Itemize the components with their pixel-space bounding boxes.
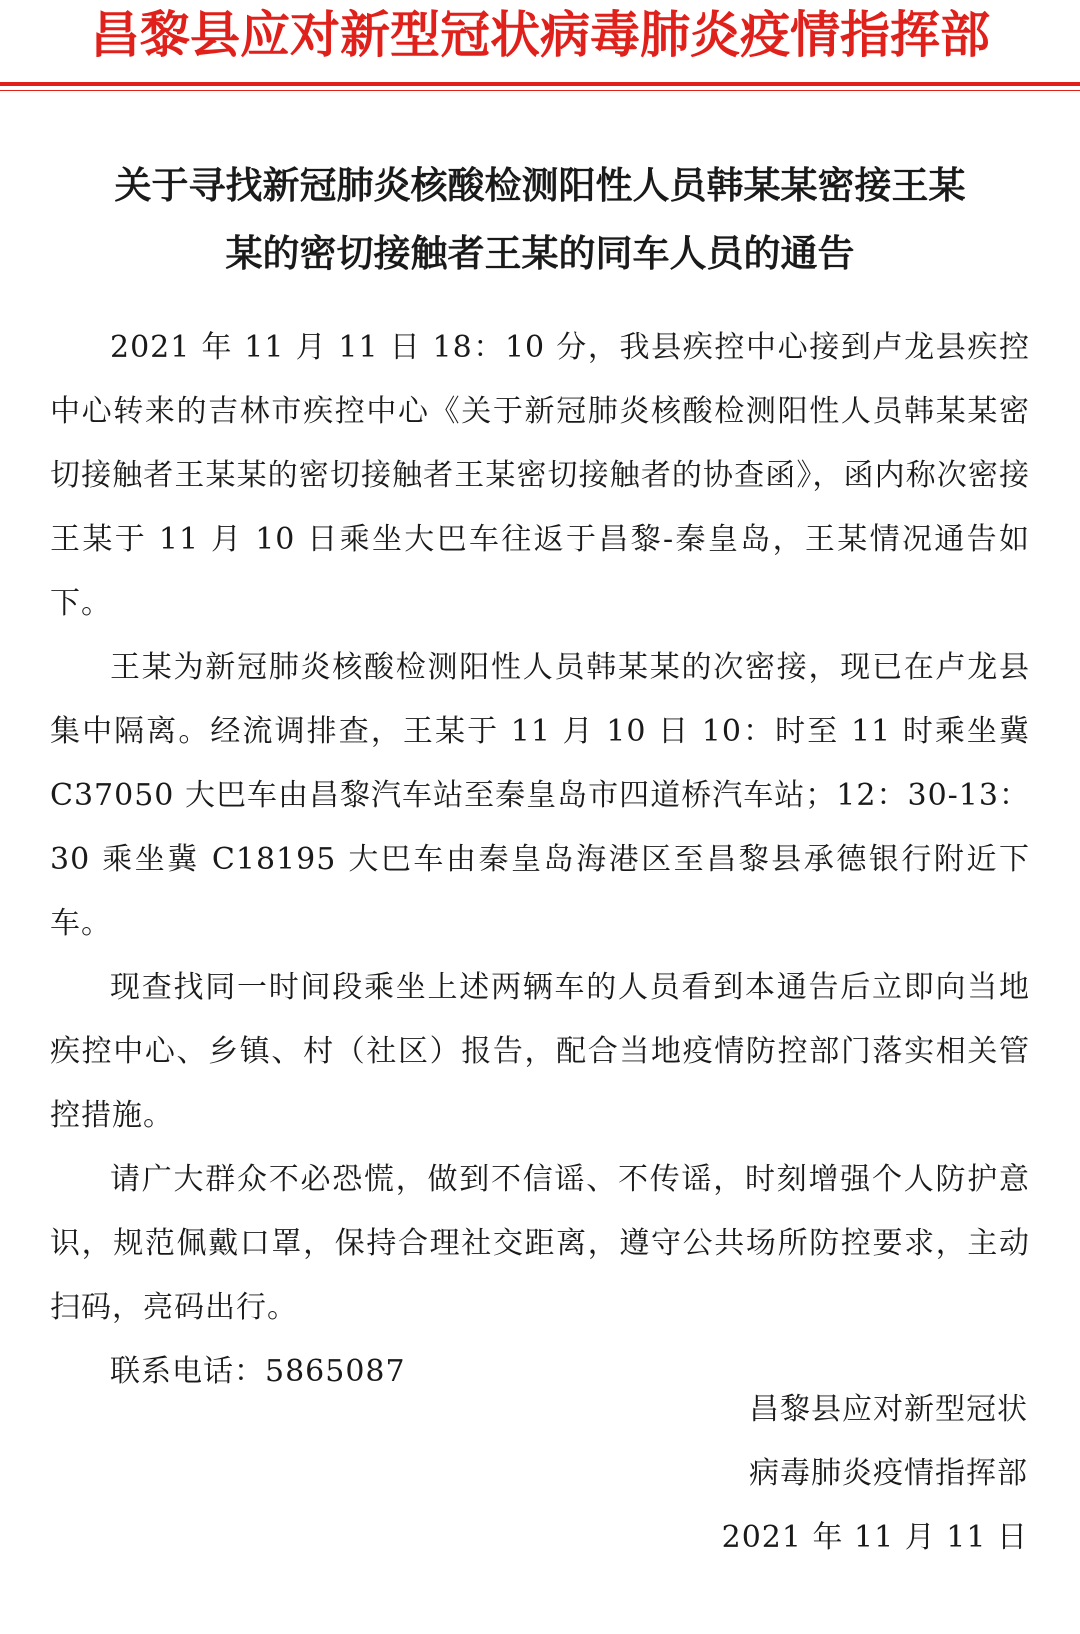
red-divider	[0, 82, 1080, 86]
signature-line-1: 昌黎县应对新型冠状	[749, 1392, 1028, 1427]
signature-date: 2021 年 11 月 11 日	[721, 1520, 1028, 1555]
notice-title	[40, 152, 1040, 288]
signature-block	[708, 1378, 1028, 1570]
masthead-title: 昌黎县应对新型冠状病毒肺炎疫情指挥部	[90, 6, 990, 64]
notice-title-line-2: 某的密切接触者王某的同车人员的通告	[225, 232, 855, 275]
red-divider-thin	[0, 90, 1080, 91]
notice-body	[50, 316, 1030, 1404]
contact-phone: 联系电话：5865087	[110, 1354, 406, 1389]
paragraph-4: 请广大群众不必恐慌，做到不信谣、不传谣，时刻增强个人防护意识，规范佩戴口罩，保持合理社交距离，遵守公共场所防控要求，主动扫码，亮码出行。	[50, 1162, 1030, 1325]
signature-line-2: 病毒肺炎疫情指挥部	[749, 1456, 1028, 1491]
paragraph-2: 王某为新冠肺炎核酸检测阳性人员韩某某的次密接，现已在卢龙县集中隔离。经流调排查，王某于 11 月 10 日 10：时至 11 时乘坐冀 C37050 大巴车由昌黎汽车站至秦皇岛市四道桥汽车站；12：30-13：30 乘坐冀 C18195 大巴车由秦皇岛海港区至昌黎县承德银行附近下车。	[50, 650, 1030, 941]
paragraph-3: 现查找同一时间段乘坐上述两辆车的人员看到本通告后立即向当地疾控中心、乡镇、村（社区）报告，配合当地疫情防控部门落实相关管控措施。	[50, 970, 1030, 1133]
notice-title-line-1: 关于寻找新冠肺炎核酸检测阳性人员韩某某密接王某	[114, 164, 966, 207]
paragraph-1: 2021 年 11 月 11 日 18：10 分，我县疾控中心接到卢龙县疾控中心转来的吉林市疾控中心《关于新冠肺炎核酸检测阳性人员韩某某密切接触者王某某的密切接触者王某密切接触者的协查函》，函内称次密接王某于 11 月 10 日乘坐大巴车往返于昌黎-秦皇岛，王某情况通告如下。	[50, 330, 1030, 621]
